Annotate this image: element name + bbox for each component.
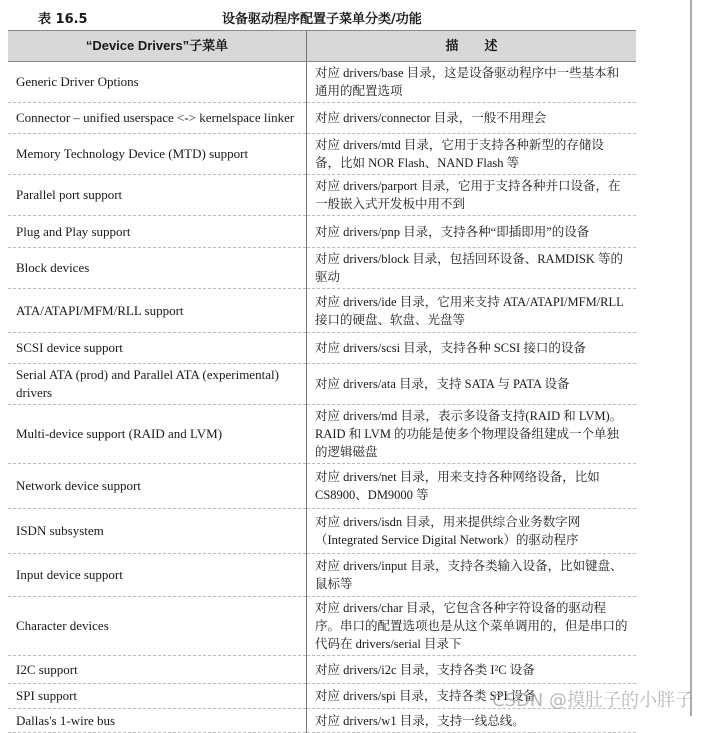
submenu-cell: Parallel port support [8, 175, 307, 216]
description-cell: 对应 drivers/parport 目录，它用于支持各种并口设备，在一般嵌入式开发板中用不到 [307, 175, 637, 216]
table-caption [0, 8, 640, 28]
table-row [8, 248, 636, 289]
table-row [8, 175, 636, 216]
description-cell: 对应 drivers/block 目录，包括回环设备、RAMDISK 等的驱动 [307, 248, 637, 289]
submenu-cell: Dallas's 1-wire bus [8, 709, 307, 733]
submenu-cell: Connector – unified userspace <-> kernelspace linker [8, 103, 307, 134]
table-row [8, 364, 636, 405]
submenu-cell: Network device support [8, 464, 307, 509]
table-row [8, 405, 636, 464]
header-submenu: “Device Drivers”子菜单 [8, 31, 307, 62]
description-cell: 对应 drivers/base 目录，这是设备驱动程序中一些基本和通用的配置选项 [307, 62, 637, 103]
submenu-cell: Input device support [8, 554, 307, 597]
table-row [8, 597, 636, 656]
header-description: 描 述 [307, 31, 637, 62]
table-row [8, 464, 636, 509]
description-cell: 对应 drivers/net 目录，用来支持各种网络设备，比如 CS8900、DM9000 等 [307, 464, 637, 509]
table-row [8, 62, 636, 103]
description-cell: 对应 drivers/md 目录，表示多设备支持(RAID 和 LVM)。RAID 和 LVM 的功能是使多个物理设备组建成一个单独的逻辑磁盘 [307, 405, 637, 464]
description-cell: 对应 drivers/char 目录，它包含各种字符设备的驱动程序。串口的配置选项也是从这个菜单调用的，但是串口的代码在 drivers/serial 目录下 [307, 597, 637, 656]
submenu-cell: Block devices [8, 248, 307, 289]
table-row [8, 333, 636, 364]
description-cell: 对应 drivers/w1 目录，支持一线总线。 [307, 709, 637, 733]
submenu-cell: ISDN subsystem [8, 509, 307, 554]
submenu-cell: Character devices [8, 597, 307, 656]
table-row [8, 289, 636, 333]
submenu-cell: Serial ATA (prod) and Parallel ATA (experimental) drivers [8, 364, 307, 405]
description-cell: 对应 drivers/ata 目录，支持 SATA 与 PATA 设备 [307, 364, 637, 405]
submenu-cell: Generic Driver Options [8, 62, 307, 103]
table-row [8, 103, 636, 134]
description-cell: 对应 drivers/i2c 目录，支持各类 I²C 设备 [307, 656, 637, 684]
submenu-cell: Plug and Play support [8, 216, 307, 248]
description-cell: 对应 drivers/pnp 目录，支持各种“即插即用”的设备 [307, 216, 637, 248]
submenu-cell: Memory Technology Device (MTD) support [8, 134, 307, 175]
description-cell: 对应 drivers/mtd 目录，它用于支持各种新型的存储设备，比如 NOR Flash、NAND Flash 等 [307, 134, 637, 175]
table-row [8, 554, 636, 597]
table-row [8, 509, 636, 554]
table-row [8, 216, 636, 248]
submenu-cell: SPI support [8, 684, 307, 709]
description-cell: 对应 drivers/spi 目录，支持各类 SPI 设备 [307, 684, 637, 709]
table-row [8, 709, 636, 733]
description-cell: 对应 drivers/isdn 目录，用来提供综合业务数字网（Integrated Service Digital Network）的驱动程序 [307, 509, 637, 554]
device-drivers-table [8, 30, 636, 733]
submenu-cell: Multi-device support (RAID and LVM) [8, 405, 307, 464]
table-row [8, 134, 636, 175]
description-cell: 对应 drivers/ide 目录，它用来支持 ATA/ATAPI/MFM/RLL 接口的硬盘、软盘、光盘等 [307, 289, 637, 333]
description-cell: 对应 drivers/input 目录，支持各类输入设备，比如键盘、鼠标等 [307, 554, 637, 597]
table-row [8, 656, 636, 684]
submenu-cell: I2C support [8, 656, 307, 684]
description-cell: 对应 drivers/connector 目录，一般不用理会 [307, 103, 637, 134]
page-edge-line [690, 0, 692, 716]
table-number: 表 16.5 [38, 12, 88, 27]
submenu-cell: ATA/ATAPI/MFM/RLL support [8, 289, 307, 333]
submenu-cell: SCSI device support [8, 333, 307, 364]
table-header-row [8, 31, 636, 62]
table-title: 设备驱动程序配置子菜单分类/功能 [222, 12, 422, 27]
description-cell: 对应 drivers/scsi 目录，支持各种 SCSI 接口的设备 [307, 333, 637, 364]
watermark: CSDN @摸肚子的小胖子 [491, 690, 693, 711]
